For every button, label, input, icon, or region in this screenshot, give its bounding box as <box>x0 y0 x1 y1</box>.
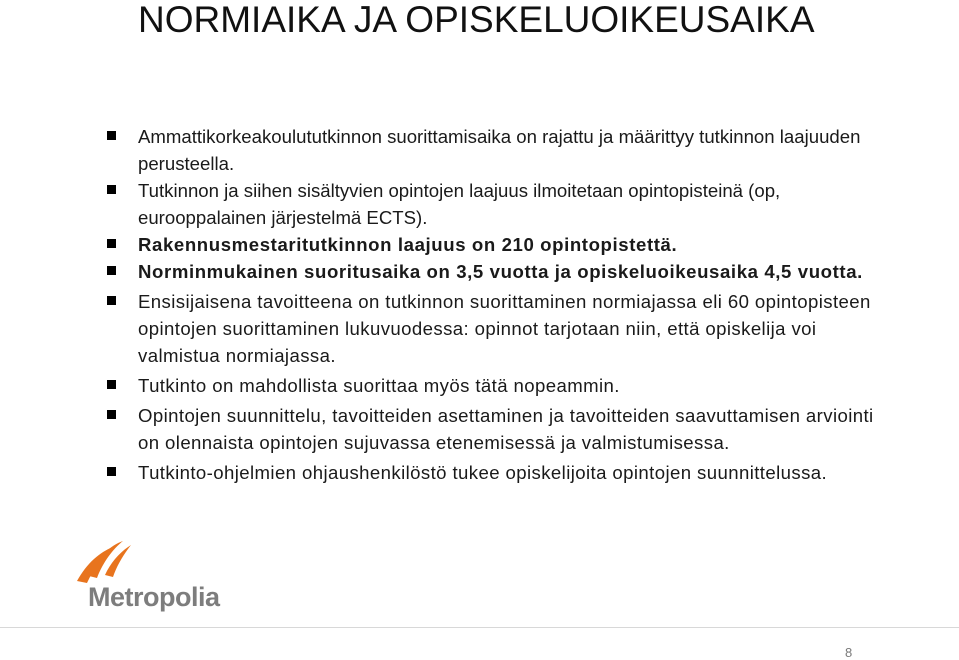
square-bullet-icon <box>107 410 116 419</box>
square-bullet-icon <box>107 266 116 275</box>
bullet-item <box>104 258 894 285</box>
square-bullet-icon <box>107 296 116 305</box>
square-bullet-icon <box>107 239 116 248</box>
bullet-list <box>104 123 894 486</box>
square-bullet-icon <box>107 131 116 140</box>
bullet-text: Ammattikorkeakoulututkinnon suorittamisaika on rajattu ja määrittyy tutkinnon laajuuden perusteella. <box>138 126 861 174</box>
page-number: 8 <box>845 645 853 660</box>
bullet-item <box>104 459 894 486</box>
bullet-item <box>104 288 894 369</box>
square-bullet-icon <box>107 467 116 476</box>
bullet-item <box>104 402 894 456</box>
slide-title: NORMIAIKA JA OPISKELUOIKEUSAIKA <box>138 0 815 40</box>
square-bullet-icon <box>107 185 116 194</box>
bullet-item <box>104 177 894 231</box>
bullet-item <box>104 231 894 258</box>
bullet-text: Norminmukainen suoritusaika on 3,5 vuotta ja opiskeluoikeusaika 4,5 vuotta. <box>138 261 863 282</box>
square-bullet-icon <box>107 380 116 389</box>
footer-divider <box>0 627 959 628</box>
bullet-item <box>104 372 894 399</box>
bullet-text: Tutkinto-ohjelmien ohjaushenkilöstö tukee opiskelijoita opintojen suunnittelussa. <box>138 462 828 483</box>
bullet-text: Ensisijaisena tavoitteena on tutkinnon suorittaminen normiajassa eli 60 opintopisteen opintojen suorittaminen lukuvuodessa: opinnot tarjotaan niin, että opiskelija voi valmistua normiajassa. <box>138 291 871 366</box>
bullet-text: Rakennusmestaritutkinnon laajuus on 210 opintopistettä. <box>138 234 678 255</box>
bullet-text: Tutkinto on mahdollista suorittaa myös tätä nopeammin. <box>138 375 620 396</box>
logo-text: Metropolia <box>88 582 220 612</box>
bullet-item <box>104 123 894 177</box>
bullet-text: Opintojen suunnittelu, tavoitteiden asettaminen ja tavoitteiden saavuttamisen arviointi on olennaista opintojen sujuvassa etenemisessä ja valmistumisessa. <box>138 405 874 453</box>
bullet-text: Tutkinnon ja siihen sisältyvien opintojen laajuus ilmoitetaan opintopisteinä (op, eurooppalainen järjestelmä ECTS). <box>138 180 781 228</box>
